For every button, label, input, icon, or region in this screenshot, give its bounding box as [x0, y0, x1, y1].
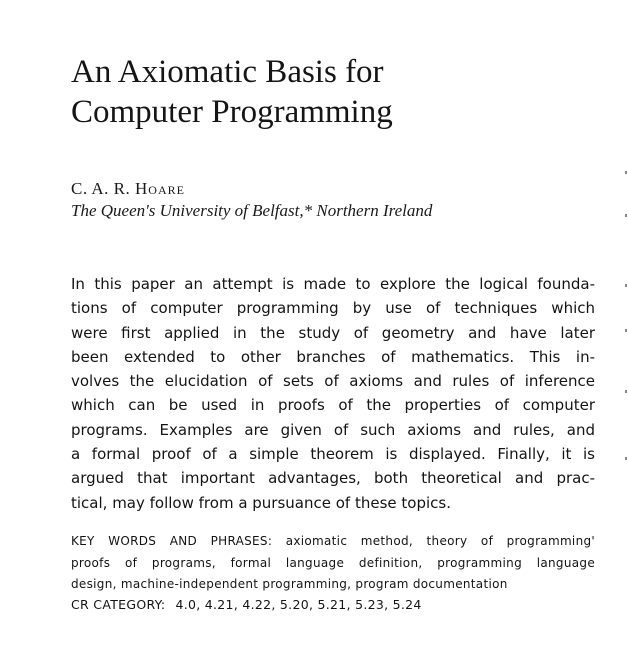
- author-surname: Hoare: [135, 179, 185, 198]
- title-line-2: Computer Programming: [71, 94, 393, 130]
- key-words-and-phrases: [71, 531, 595, 596]
- cr-category: [71, 596, 422, 614]
- abstract-line: which can be used in proofs of the properties of computer: [71, 396, 595, 415]
- cr-category-label: CR CATEGORY:: [71, 597, 166, 612]
- abstract-line: volves the elucidation of sets of axioms and rules of inference: [71, 372, 595, 391]
- abstract-line: tical, may follow from a pursuance of these topics.: [71, 493, 451, 512]
- abstract-line: tions of computer programming by use of techniques which: [71, 299, 595, 318]
- keywords-line: KEY WORDS AND PHRASES: axiomatic method, theory of programming': [71, 534, 595, 548]
- abstract: [71, 272, 595, 515]
- abstract-line: In this paper an attempt is made to explore the logical founda-: [71, 275, 595, 293]
- author-name: [71, 178, 185, 200]
- abstract-line: were first applied in the study of geometry and have later: [71, 323, 595, 342]
- abstract-line: programs. Examples are given of such axioms and rules, and: [71, 420, 595, 439]
- abstract-line: a formal proof of a simple theorem is displayed. Finally, it is: [71, 445, 595, 464]
- title-line-1: An Axiomatic Basis for: [71, 54, 384, 90]
- author-initials: C. A. R.: [71, 179, 136, 198]
- cr-category-values: 4.0, 4.21, 4.22, 5.20, 5.21, 5.23, 5.24: [175, 597, 422, 612]
- keywords-line: proofs of programs, formal language definition, programming language: [71, 555, 595, 570]
- abstract-line: been extended to other branches of mathematics. This in-: [71, 347, 595, 366]
- keywords-line: design, machine-independent programming, program documentation: [71, 577, 508, 591]
- paper-title: [71, 52, 591, 132]
- abstract-line: argued that important advantages, both theoretical and prac-: [71, 469, 595, 488]
- author-affiliation: The Queen's University of Belfast,* Northern Ireland: [71, 201, 433, 220]
- scan-edge-marks: [622, 0, 628, 654]
